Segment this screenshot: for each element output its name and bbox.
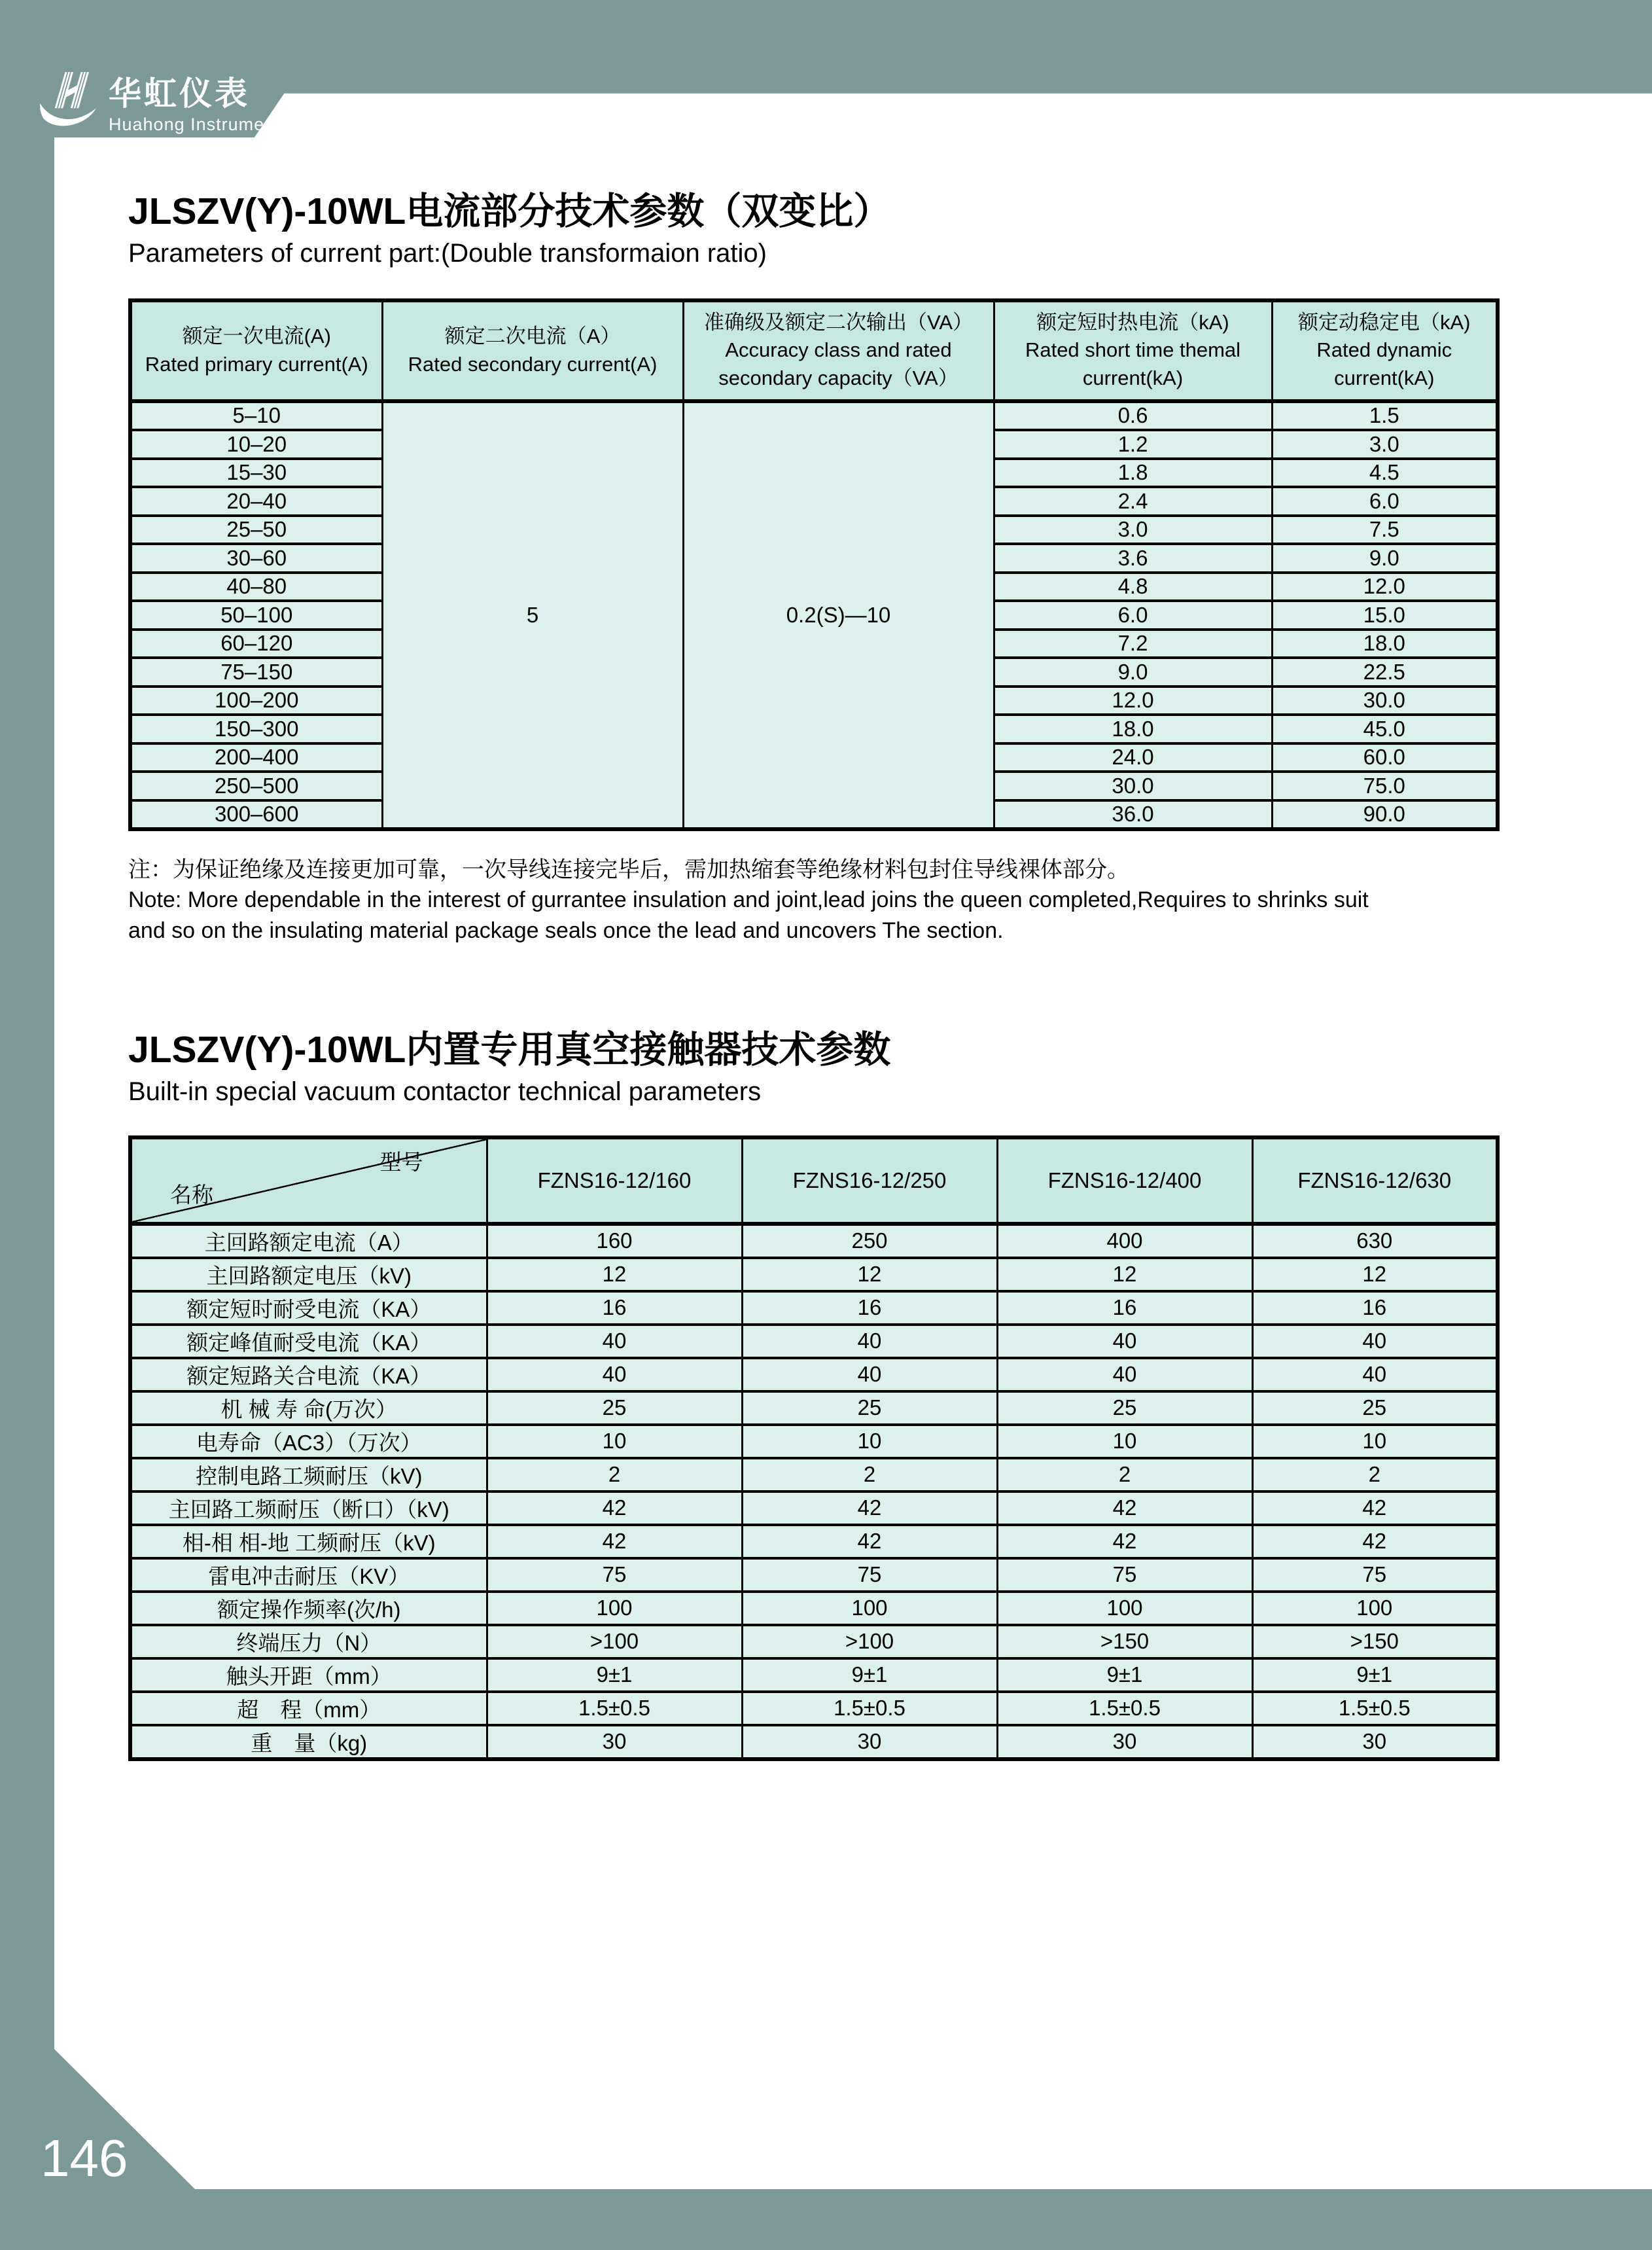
primary-current-cell: 40–80 (130, 573, 382, 601)
table-row (130, 1358, 1498, 1391)
parameter-value-cell-2: 12 (742, 1258, 997, 1291)
parameter-value-cell-1: 75 (487, 1558, 742, 1592)
dynamic-current-cell: 4.5 (1272, 459, 1498, 488)
parameter-name-cell: 额定操作频率(次/h) (130, 1592, 487, 1625)
dynamic-current-cell: 45.0 (1272, 715, 1498, 743)
parameter-value-cell-4: 30 (1252, 1725, 1498, 1759)
corner-label-name: 名称 (170, 1183, 213, 1207)
parameter-value-cell-1: 100 (487, 1592, 742, 1625)
table-row (130, 1258, 1498, 1291)
table-row (130, 1525, 1498, 1558)
parameter-value-cell-1: 40 (487, 1358, 742, 1391)
primary-current-cell: 200–400 (130, 743, 382, 772)
parameter-value-cell-2: 42 (742, 1525, 997, 1558)
parameter-value-cell-2: 100 (742, 1592, 997, 1625)
table-row (130, 1558, 1498, 1592)
parameter-name-cell: 主回路工频耐压（断口）（kV) (130, 1491, 487, 1525)
parameter-value-cell-2: 1.5±0.5 (742, 1692, 997, 1725)
thermal-current-cell: 0.6 (994, 401, 1272, 431)
parameter-value-cell-2: 16 (742, 1291, 997, 1325)
thermal-current-cell: 9.0 (994, 658, 1272, 687)
parameter-value-cell-2: >100 (742, 1625, 997, 1658)
col-header-thermal-current: 额定短时热电流（kA) Rated short time themal current(kA) (994, 300, 1272, 401)
primary-current-cell: 150–300 (130, 715, 382, 743)
primary-current-cell: 100–200 (130, 687, 382, 715)
table-row (130, 1458, 1498, 1491)
dynamic-current-cell: 60.0 (1272, 743, 1498, 772)
table1-note (128, 855, 1555, 946)
parameter-value-cell-2: 10 (742, 1425, 997, 1458)
parameter-value-cell-3: 100 (997, 1592, 1252, 1625)
primary-current-cell: 20–40 (130, 487, 382, 516)
table-row (130, 1425, 1498, 1458)
brand-name-cn: 华虹仪表 (109, 75, 250, 112)
parameter-value-cell-1: 9±1 (487, 1658, 742, 1692)
dynamic-current-cell: 9.0 (1272, 544, 1498, 573)
note-en-line1: Note: More dependable in the interest of gurrantee insulation and joint,lead joins the queen completed,Requires to shrinks suit (128, 887, 1369, 913)
parameter-value-cell-1: 1.5±0.5 (487, 1692, 742, 1725)
parameter-value-cell-3: 1.5±0.5 (997, 1692, 1252, 1725)
parameter-value-cell-1: >100 (487, 1625, 742, 1658)
model-header-1: FZNS16-12/160 (487, 1137, 742, 1224)
table-row (130, 1725, 1498, 1759)
parameter-value-cell-2: 40 (742, 1325, 997, 1358)
parameter-value-cell-4: 42 (1252, 1491, 1498, 1525)
primary-current-cell: 250–500 (130, 772, 382, 800)
table1-header-row (130, 300, 1498, 401)
parameter-name-cell: 额定短时耐受电流（KA） (130, 1291, 487, 1325)
parameter-value-cell-2: 30 (742, 1725, 997, 1759)
parameter-name-cell: 雷电冲击耐压（KV） (130, 1558, 487, 1592)
accuracy-class-merged-cell: 0.2(S)—10 (683, 401, 994, 830)
thermal-current-cell: 6.0 (994, 601, 1272, 630)
section1-title-en: Parameters of current part:(Double transformaion ratio) (128, 238, 767, 268)
parameter-value-cell-1: 42 (487, 1525, 742, 1558)
contactor-parameters-table (128, 1135, 1500, 1761)
parameter-value-cell-4: 40 (1252, 1358, 1498, 1391)
parameter-value-cell-3: 40 (997, 1325, 1252, 1358)
dynamic-current-cell: 15.0 (1272, 601, 1498, 630)
model-header-4: FZNS16-12/630 (1252, 1137, 1498, 1224)
dynamic-current-cell: 6.0 (1272, 487, 1498, 516)
parameter-name-cell: 相-相 相-地 工频耐压（kV) (130, 1525, 487, 1558)
parameter-name-cell: 主回路额定电压（kV) (130, 1258, 487, 1291)
table-row (130, 1491, 1498, 1525)
parameter-name-cell: 终端压力（N） (130, 1625, 487, 1658)
thermal-current-cell: 2.4 (994, 487, 1272, 516)
parameter-name-cell: 超 程（mm） (130, 1692, 487, 1725)
model-header-2: FZNS16-12/250 (742, 1137, 997, 1224)
parameter-value-cell-1: 2 (487, 1458, 742, 1491)
parameter-name-cell: 主回路额定电流（A） (130, 1224, 487, 1258)
parameter-value-cell-4: 2 (1252, 1458, 1498, 1491)
page-number: 146 (41, 2129, 128, 2187)
dynamic-current-cell: 3.0 (1272, 430, 1498, 459)
dynamic-current-cell: 12.0 (1272, 573, 1498, 601)
thermal-current-cell: 30.0 (994, 772, 1272, 800)
table-row (130, 1325, 1498, 1358)
primary-current-cell: 5–10 (130, 401, 382, 431)
parameter-value-cell-3: 9±1 (997, 1658, 1252, 1692)
parameter-value-cell-1: 16 (487, 1291, 742, 1325)
dynamic-current-cell: 18.0 (1272, 630, 1498, 658)
brand-logo (37, 68, 281, 135)
parameter-value-cell-2: 40 (742, 1358, 997, 1391)
parameter-name-cell: 触头开距（mm） (130, 1658, 487, 1692)
parameter-value-cell-4: 25 (1252, 1391, 1498, 1425)
parameter-value-cell-4: 10 (1252, 1425, 1498, 1458)
thermal-current-cell: 3.6 (994, 544, 1272, 573)
primary-current-cell: 30–60 (130, 544, 382, 573)
table-row (130, 1391, 1498, 1425)
footer-band (0, 2189, 1652, 2250)
current-parameters-table (128, 298, 1500, 832)
parameter-value-cell-3: 75 (997, 1558, 1252, 1592)
section2-title-en: Built-in special vacuum contactor technical parameters (128, 1077, 762, 1106)
col-header-primary-current: 额定一次电流(A) Rated primary current(A) (130, 300, 382, 401)
parameter-value-cell-2: 250 (742, 1224, 997, 1258)
parameter-value-cell-4: >150 (1252, 1625, 1498, 1658)
col-header-accuracy-class: 准确级及额定二次输出（VA） Accuracy class and rated secondary capacity（VA） (683, 300, 994, 401)
parameter-value-cell-2: 9±1 (742, 1658, 997, 1692)
table-row (130, 1658, 1498, 1692)
primary-current-cell: 10–20 (130, 430, 382, 459)
parameter-value-cell-1: 30 (487, 1725, 742, 1759)
parameter-value-cell-3: 400 (997, 1224, 1252, 1258)
parameter-name-cell: 额定短路关合电流（KA） (130, 1358, 487, 1391)
diagonal-corner-cell (130, 1137, 487, 1224)
parameter-name-cell: 额定峰值耐受电流（KA） (130, 1325, 487, 1358)
primary-current-cell: 50–100 (130, 601, 382, 630)
table2-header-row (130, 1137, 1498, 1224)
parameter-value-cell-4: 9±1 (1252, 1658, 1498, 1692)
dynamic-current-cell: 30.0 (1272, 687, 1498, 715)
parameter-value-cell-3: 42 (997, 1525, 1252, 1558)
note-en-line2: and so on the insulating material package seals once the lead and uncovers The section. (128, 918, 1004, 943)
dynamic-current-cell: 75.0 (1272, 772, 1498, 800)
brand-name-en: Huahong Instrument (109, 115, 281, 134)
parameter-value-cell-1: 12 (487, 1258, 742, 1291)
parameter-value-cell-1: 10 (487, 1425, 742, 1458)
section2-title-cn: JLSZV(Y)-10WL内置专用真空接触器技术参数 (128, 1028, 891, 1071)
parameter-value-cell-4: 630 (1252, 1224, 1498, 1258)
parameter-value-cell-1: 42 (487, 1491, 742, 1525)
parameter-value-cell-2: 75 (742, 1558, 997, 1592)
thermal-current-cell: 12.0 (994, 687, 1272, 715)
thermal-current-cell: 4.8 (994, 573, 1272, 601)
col-header-secondary-current: 额定二次电流（A） Rated secondary current(A) (382, 300, 683, 401)
parameter-value-cell-1: 25 (487, 1391, 742, 1425)
dynamic-current-cell: 1.5 (1272, 401, 1498, 431)
parameter-value-cell-3: 10 (997, 1425, 1252, 1458)
huahong-logo-icon (37, 68, 101, 130)
left-border-band (0, 0, 54, 2250)
primary-current-cell: 75–150 (130, 658, 382, 687)
primary-current-cell: 60–120 (130, 630, 382, 658)
table-row (130, 1625, 1498, 1658)
parameter-value-cell-2: 2 (742, 1458, 997, 1491)
parameter-value-cell-1: 160 (487, 1224, 742, 1258)
parameter-value-cell-3: 30 (997, 1725, 1252, 1759)
dynamic-current-cell: 22.5 (1272, 658, 1498, 687)
thermal-current-cell: 1.8 (994, 459, 1272, 488)
parameter-name-cell: 机 械 寿 命(万次） (130, 1391, 487, 1425)
corner-label-model: 型号 (379, 1149, 423, 1174)
table-row (130, 1291, 1498, 1325)
col-header-dynamic-current: 额定动稳定电（kA) Rated dynamic current(kA) (1272, 300, 1498, 401)
primary-current-cell: 300–600 (130, 800, 382, 830)
parameter-value-cell-3: 2 (997, 1458, 1252, 1491)
parameter-value-cell-4: 16 (1252, 1291, 1498, 1325)
table-row (130, 1692, 1498, 1725)
parameter-value-cell-3: 16 (997, 1291, 1252, 1325)
parameter-value-cell-3: >150 (997, 1625, 1252, 1658)
parameter-value-cell-4: 42 (1252, 1525, 1498, 1558)
dynamic-current-cell: 90.0 (1272, 800, 1498, 830)
table-row (130, 401, 1498, 431)
thermal-current-cell: 24.0 (994, 743, 1272, 772)
parameter-value-cell-3: 25 (997, 1391, 1252, 1425)
thermal-current-cell: 3.0 (994, 516, 1272, 545)
parameter-value-cell-3: 42 (997, 1491, 1252, 1525)
parameter-value-cell-4: 40 (1252, 1325, 1498, 1358)
table-row (130, 1592, 1498, 1625)
parameter-value-cell-2: 42 (742, 1491, 997, 1525)
secondary-current-merged-cell: 5 (382, 401, 683, 830)
parameter-name-cell: 电寿命（AC3）（万次） (130, 1425, 487, 1458)
parameter-name-cell: 控制电路工频耐压（kV) (130, 1458, 487, 1491)
parameter-value-cell-4: 100 (1252, 1592, 1498, 1625)
primary-current-cell: 15–30 (130, 459, 382, 488)
parameter-value-cell-1: 40 (487, 1325, 742, 1358)
parameter-value-cell-2: 25 (742, 1391, 997, 1425)
dynamic-current-cell: 7.5 (1272, 516, 1498, 545)
section1-title-cn: JLSZV(Y)-10WL电流部分技术参数（双变比） (128, 190, 891, 232)
thermal-current-cell: 36.0 (994, 800, 1272, 830)
brand-text (109, 68, 281, 135)
parameter-value-cell-3: 40 (997, 1358, 1252, 1391)
model-header-3: FZNS16-12/400 (997, 1137, 1252, 1224)
thermal-current-cell: 1.2 (994, 430, 1272, 459)
parameter-value-cell-4: 1.5±0.5 (1252, 1692, 1498, 1725)
page-content (128, 191, 1497, 1761)
primary-current-cell: 25–50 (130, 516, 382, 545)
parameter-value-cell-3: 12 (997, 1258, 1252, 1291)
parameter-value-cell-4: 12 (1252, 1258, 1498, 1291)
parameter-name-cell: 重 量（kg) (130, 1725, 487, 1759)
note-cn: 注：为保证绝缘及连接更加可靠，一次导线连接完毕后，需加热缩套等绝缘材料包封住导线裸体部分。 (128, 857, 1129, 883)
table-row (130, 1224, 1498, 1258)
thermal-current-cell: 18.0 (994, 715, 1272, 743)
parameter-value-cell-4: 75 (1252, 1558, 1498, 1592)
thermal-current-cell: 7.2 (994, 630, 1272, 658)
